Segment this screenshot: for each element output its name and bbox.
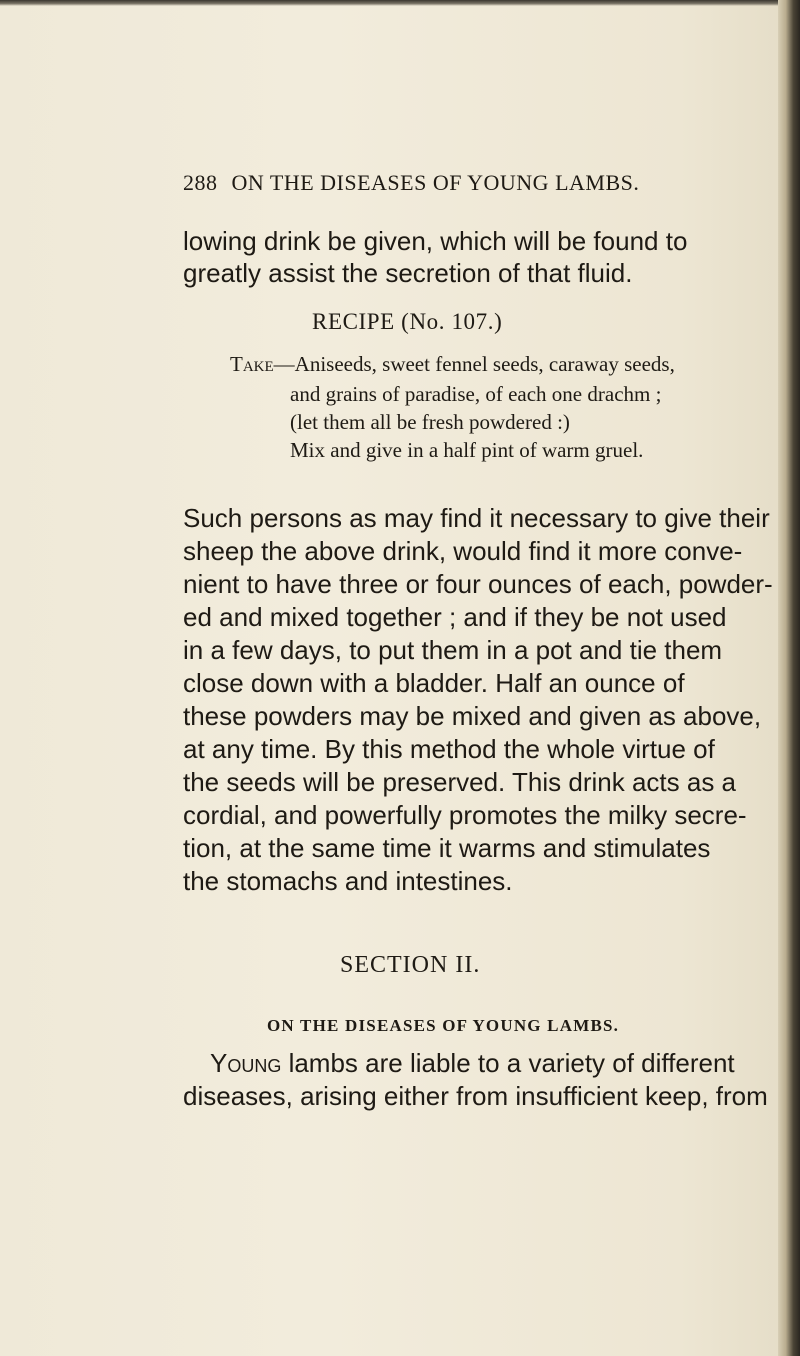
recipe-line: Mix and give in a half pint of warm gruel. [290, 438, 644, 462]
text-line: cordial, and powerfully promotes the milky secre- [183, 800, 747, 830]
section-line [210, 1050, 735, 1076]
page-number: 288 [183, 170, 218, 195]
text-line: lowing drink be given, which will be found to [183, 226, 688, 256]
text-line: ed and mixed together ; and if they be not used [183, 602, 727, 632]
text-line: these powders may be mixed and given as above, [183, 701, 762, 731]
text-line: the seeds will be preserved. This drink acts as a [183, 767, 737, 797]
text-line: the stomachs and intestines. [183, 866, 513, 896]
page-top-edge [0, 0, 800, 6]
section-line: diseases, arising either from insufficient keep, from [183, 1081, 768, 1111]
recipe-line: (let them all be fresh powdered :) [290, 410, 570, 434]
text-line: greatly assist the secretion of that fluid. [183, 258, 633, 288]
recipe-line-text: —Aniseeds, sweet fennel seeds, caraway seeds, [273, 352, 675, 376]
recipe-line: and grains of paradise, of each one drachm ; [290, 382, 662, 406]
recipe-line [230, 354, 675, 375]
text-line: at any time. By this method the whole virtue of [183, 734, 715, 764]
section-first-word: Young [210, 1048, 282, 1078]
text-line: in a few days, to put them in a pot and tie them [183, 635, 723, 665]
recipe-take-word: Take [230, 352, 274, 376]
recipe-title: RECIPE (No. 107.) [312, 309, 503, 334]
text-line: sheep the above drink, would find it more conve- [183, 536, 743, 566]
text-line: tion, at the same time it warms and stimulates [183, 833, 711, 863]
section-title: SECTION II. [340, 952, 481, 978]
text-line: close down with a bladder. Half an ounce of [183, 668, 685, 698]
running-header [183, 170, 639, 196]
text-line: Such persons as may find it necessary to give their [183, 503, 770, 533]
book-spine-edge [778, 0, 800, 1356]
running-title: ON THE DISEASES OF YOUNG LAMBS. [231, 170, 640, 195]
section-line-text: lambs are liable to a variety of different [281, 1048, 735, 1078]
text-line: nient to have three or four ounces of each, powder- [183, 569, 773, 599]
section-subtitle: ON THE DISEASES OF YOUNG LAMBS. [267, 1016, 620, 1035]
